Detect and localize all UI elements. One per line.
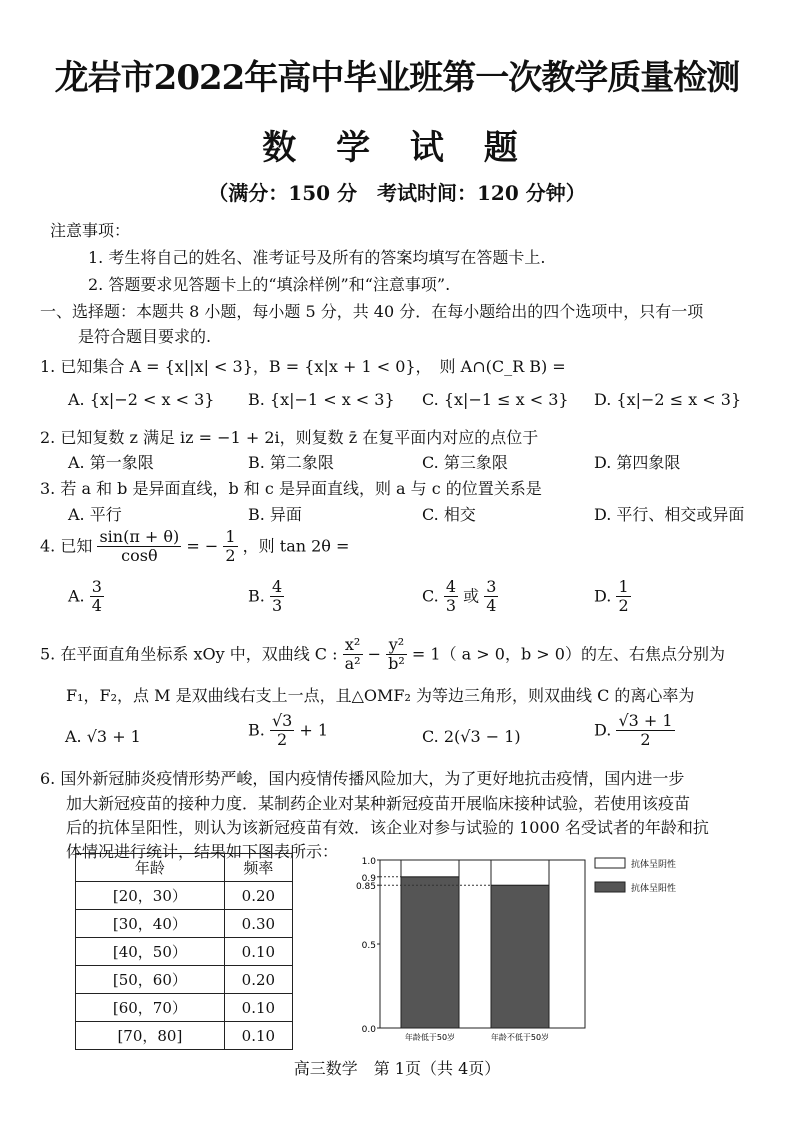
q1-option-d: D. {x|−2 ≤ x < 3} xyxy=(594,390,742,409)
q3-option-b: B. 异面 xyxy=(248,505,302,524)
q5-line1 xyxy=(40,636,725,674)
q4-c-num1: 4 xyxy=(445,577,457,596)
q1-option-c: C. {x|−1 ≤ x < 3} xyxy=(422,390,569,409)
table-cell-frequency: 0.30 xyxy=(224,910,292,938)
q5-option-d xyxy=(594,712,675,750)
table-header-age: 年龄 xyxy=(76,854,225,882)
notice-item-1: 1. 考生将自己的姓名、准考证号及所有的答案均填写在答题卡上. xyxy=(88,248,546,267)
table-cell-frequency: 0.20 xyxy=(224,882,292,910)
table-cell-age: [40，50） xyxy=(76,938,225,966)
legend-label-positive: 抗体呈阳性 xyxy=(631,884,677,894)
q4-option-b-label: B. xyxy=(248,586,265,606)
q1-option-a: A. {x|−2 < x < 3} xyxy=(68,390,215,409)
q4-half-den: 2 xyxy=(225,546,236,566)
q2-option-c: C. 第三象限 xyxy=(422,453,508,472)
q5-b-label: B. xyxy=(248,720,265,740)
table-cell-age: [50，60） xyxy=(76,966,225,994)
table-header-frequency: 频率 xyxy=(224,854,292,882)
table-cell-age: [30，40） xyxy=(76,910,225,938)
q3-option-d: D. 平行、相交或异面 xyxy=(594,505,745,524)
table-cell-frequency: 0.10 xyxy=(224,994,292,1022)
table-row xyxy=(76,966,293,994)
table-row xyxy=(76,994,293,1022)
y-tick-label: 1.0 xyxy=(361,857,376,867)
q5-option-b xyxy=(248,712,328,750)
table-row xyxy=(76,938,293,966)
q6-line1: 6. 国外新冠肺炎疫情形势严峻，国内疫情传播风险加大，为了更好地抗击疫情，国内进一步 xyxy=(40,769,685,788)
q2-option-b: B. 第二象限 xyxy=(248,453,334,472)
table-cell-frequency: 0.10 xyxy=(224,938,292,966)
q4-option-a-label: A. xyxy=(68,586,85,606)
q4-d-num: 1 xyxy=(618,577,629,596)
q5-x-den: a² xyxy=(344,654,361,674)
q5-x-num: x² xyxy=(343,636,363,655)
q3-option-c: C. 相交 xyxy=(422,505,476,524)
section-heading-cont: 是符合题目要求的. xyxy=(78,327,212,346)
q6-line3: 后的抗体呈阳性，则认为该新冠疫苗有效．该企业对参与试验的 1000 名受试者的年龄和抗 xyxy=(66,818,709,837)
legend-swatch-negative xyxy=(595,858,625,868)
q5-b-den: 2 xyxy=(277,730,288,750)
q4-denominator: cosθ xyxy=(121,546,158,566)
q4-c-den1: 3 xyxy=(445,596,457,616)
q4-option-d-label: D. xyxy=(594,586,612,606)
y-tick-label: 0.5 xyxy=(361,941,376,951)
age-frequency-table xyxy=(75,853,293,1050)
q5-y-den: b² xyxy=(388,654,405,674)
q5-line2: F₁，F₂，点 M 是双曲线右支上一点，且△OMF₂ 为等边三角形，则双曲线 C 的离心率为 xyxy=(66,686,695,705)
x-category-label: 年龄不低于50岁 xyxy=(490,1033,550,1042)
q1-stem: 1. 已知集合 A = {x||x| < 3}，B = {x|x + 1 < 0}， 则 A∩(C_R B) = xyxy=(40,357,566,376)
q4-numerator: sin(π + θ) xyxy=(99,527,180,546)
q4-a-num: 3 xyxy=(91,577,102,596)
table-cell-frequency: 0.10 xyxy=(224,1022,292,1050)
table-cell-age: [70，80] xyxy=(76,1022,225,1050)
q5-d-den: 2 xyxy=(640,730,651,750)
notice-heading: 注意事项： xyxy=(50,221,131,240)
bar-negative xyxy=(491,860,549,885)
q6-line4: 体情况进行统计，结果如下图表所示： xyxy=(66,842,339,861)
table-row xyxy=(76,910,293,938)
q4-b-num: 4 xyxy=(271,577,283,596)
section-heading: 一、选择题：本题共 8 小题，每小题 5 分，共 40 分．在每小题给出的四个选项中，只有一项 xyxy=(40,302,704,321)
y-tick-label: 0.85 xyxy=(355,882,376,893)
q2-option-d: D. 第四象限 xyxy=(594,453,681,472)
bar-positive xyxy=(491,885,549,1028)
q4-d-den: 2 xyxy=(618,596,629,616)
q3-stem: 3. 若 a 和 b 是异面直线，b 和 c 是异面直线，则 a 与 c 的位置关系是 xyxy=(40,479,542,498)
q4-option-a xyxy=(68,578,104,616)
y-tick-label: 0.0 xyxy=(361,1025,376,1035)
table-cell-frequency: 0.20 xyxy=(224,966,292,994)
q5-line1-a: 5. 在平面直角坐标系 xOy 中，双曲线 C : xyxy=(40,644,338,664)
q5-y-num: y² xyxy=(386,636,407,655)
bar-positive xyxy=(401,877,459,1028)
q4-c-den2: 4 xyxy=(486,596,497,616)
table-header-row xyxy=(76,854,293,882)
q4-b-den: 3 xyxy=(271,596,283,616)
table-cell-age: [20，30） xyxy=(76,882,225,910)
exam-title: 龙岩市2022年高中毕业班第一次教学质量检测 xyxy=(54,58,740,98)
q5-b-num: √3 xyxy=(271,711,293,730)
legend-label-negative: 抗体呈阴性 xyxy=(631,860,677,870)
table-row xyxy=(76,882,293,910)
legend-swatch-positive xyxy=(595,882,625,892)
q4-mid: = − xyxy=(186,536,219,556)
page-footer: 高三数学 第 1页（共 4页） xyxy=(293,1059,501,1078)
q4-c-or: 或 xyxy=(463,586,480,606)
q4-option-d xyxy=(594,578,631,616)
q4-option-b xyxy=(248,578,284,616)
q4-half-num: 1 xyxy=(225,527,236,546)
subject-title: 数 学 试 题 xyxy=(262,128,532,168)
q4-stem xyxy=(40,528,349,566)
exam-info: （满分：150 分 考试时间：120 分钟） xyxy=(208,181,586,205)
q4-prefix: 4. 已知 xyxy=(40,536,93,556)
q4-option-c-label: C. xyxy=(422,586,439,606)
bar-negative xyxy=(401,860,459,877)
q4-a-den: 4 xyxy=(91,596,102,616)
q2-option-a: A. 第一象限 xyxy=(68,453,154,472)
y-tick-label: 0.9 xyxy=(361,873,376,884)
antibody-stacked-bar-chart xyxy=(345,850,710,1050)
table-row xyxy=(76,1022,293,1050)
q4-half xyxy=(223,528,237,566)
q1-option-b: B. {x|−1 < x < 3} xyxy=(248,390,395,409)
q4-c-num2: 3 xyxy=(486,577,497,596)
q4-option-c xyxy=(422,578,498,616)
q5-d-num: √3 + 1 xyxy=(618,711,673,730)
q4-suffix: ，则 tan 2θ = xyxy=(242,536,350,556)
q5-minus: − xyxy=(367,644,382,664)
q5-option-c: C. 2(√3 − 1) xyxy=(422,727,521,746)
q5-b-tail: + 1 xyxy=(299,720,329,740)
notice-item-2: 2. 答题要求见答题卡上的“填涂样例”和“注意事项”. xyxy=(88,275,451,294)
q5-line1-b: = 1（ a > 0，b > 0）的左、右焦点分别为 xyxy=(411,644,725,664)
q2-stem: 2. 已知复数 z 满足 iz = −1 + 2i，则复数 z̄ 在复平面内对应的点位于 xyxy=(40,428,539,447)
x-category-label: 年龄低于50岁 xyxy=(404,1033,456,1042)
q5-d-label: D. xyxy=(594,720,612,740)
q5-option-a: A. √3 + 1 xyxy=(65,727,141,746)
q4-fraction xyxy=(97,528,181,566)
q3-option-a: A. 平行 xyxy=(68,505,122,524)
table-cell-age: [60，70） xyxy=(76,994,225,1022)
q6-line2: 加大新冠疫苗的接种力度．某制药企业对某种新冠疫苗开展临床接种试验，若使用该疫苗 xyxy=(66,794,691,813)
